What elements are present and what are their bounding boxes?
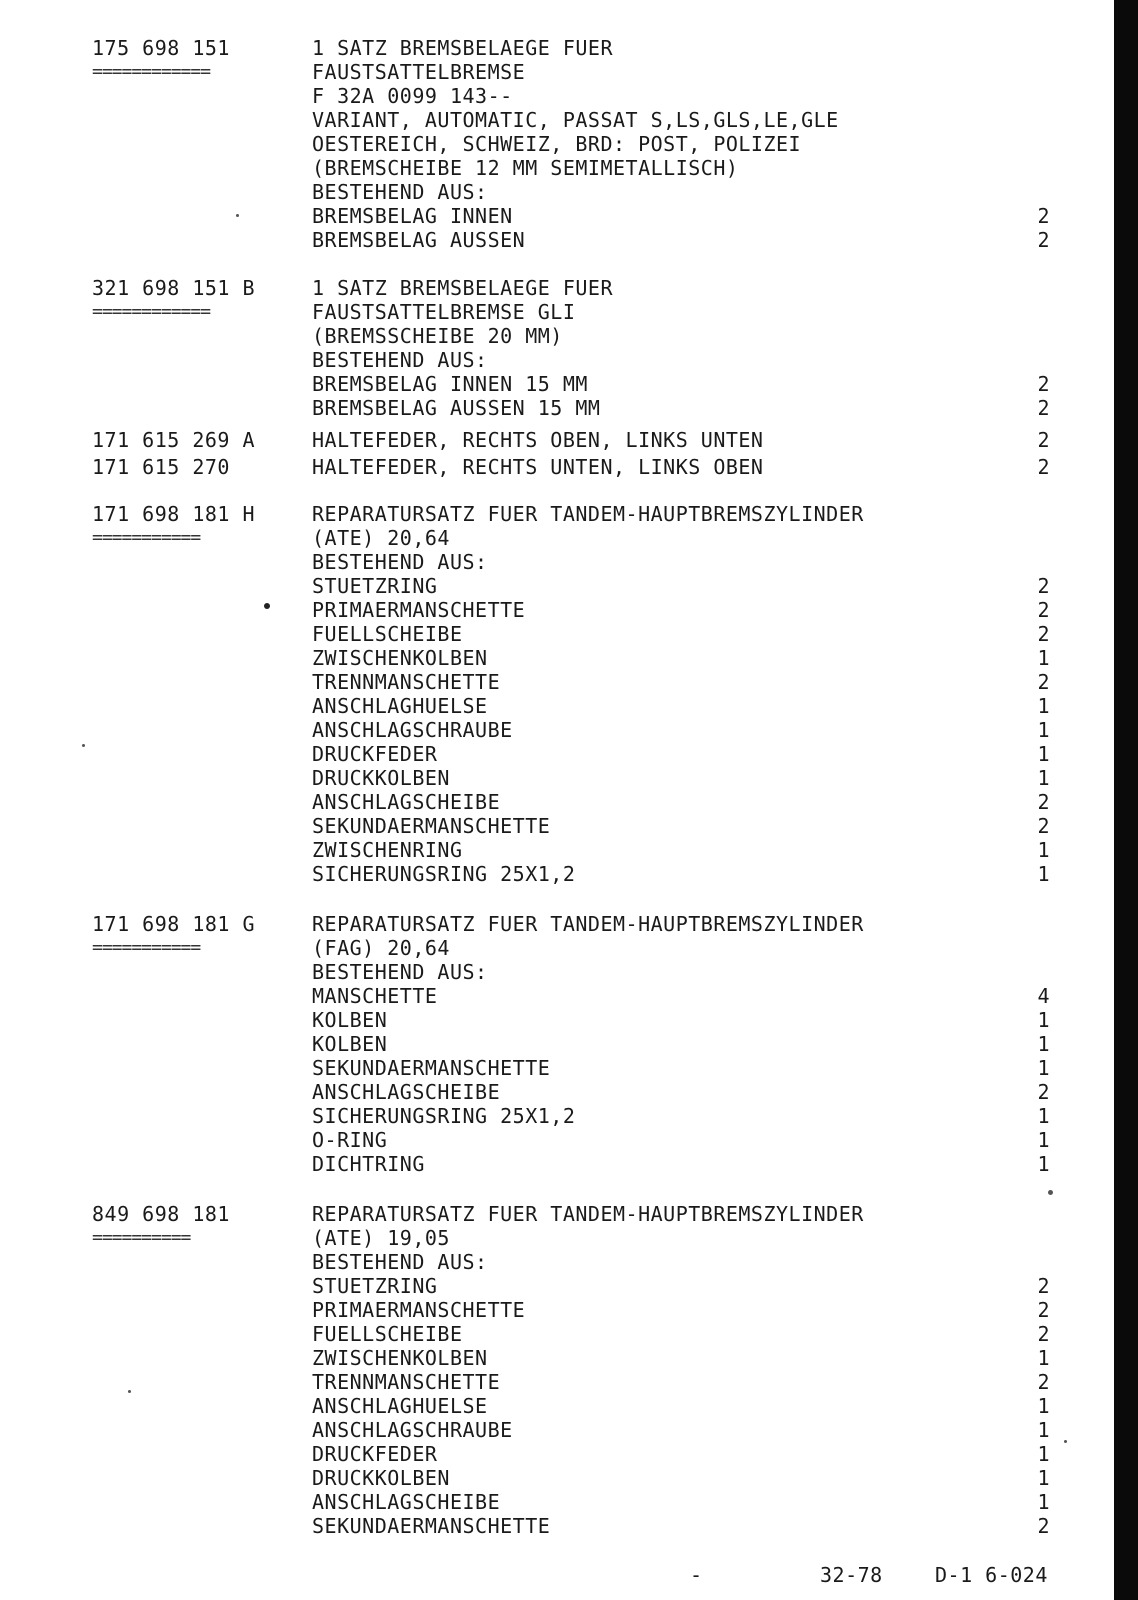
- part-header-line: [0, 455, 1110, 479]
- part-line: [0, 694, 1110, 718]
- part-quantity: 1: [1037, 718, 1050, 742]
- part-quantity: 1: [1037, 1104, 1050, 1128]
- part-line: [0, 1152, 1110, 1176]
- part-description: BREMSBELAG INNEN: [312, 204, 513, 228]
- part-line: [0, 1250, 1110, 1274]
- part-line: [0, 1104, 1110, 1128]
- part-description: ZWISCHENKOLBEN: [312, 1346, 488, 1370]
- scan-speck: [1048, 1190, 1053, 1195]
- part-number-underline: ===========: [92, 527, 201, 548]
- part-line: [0, 1346, 1110, 1370]
- part-quantity: 2: [1037, 428, 1050, 452]
- part-description: DRUCKKOLBEN: [312, 1466, 450, 1490]
- part-line: [0, 348, 1110, 372]
- part-quantity: 1: [1037, 1008, 1050, 1032]
- part-quantity: 1: [1037, 1418, 1050, 1442]
- part-line: [0, 646, 1110, 670]
- part-number: 171 698 181 G: [92, 912, 256, 936]
- part-description: VARIANT, AUTOMATIC, PASSAT S,LS,GLS,LE,GLE: [312, 108, 839, 132]
- scan-speck: [82, 744, 85, 747]
- part-description: ANSCHLAGSCHEIBE: [312, 1080, 501, 1104]
- part-quantity: 2: [1037, 1514, 1050, 1538]
- part-line: [0, 1514, 1110, 1538]
- part-quantity: 2: [1037, 1080, 1050, 1104]
- part-description: PRIMAERMANSCHETTE: [312, 1298, 526, 1322]
- part-line: [0, 960, 1110, 984]
- part-header-line: [0, 276, 1110, 300]
- document-code: D-1 6-024: [935, 1563, 1048, 1587]
- part-quantity: 1: [1037, 1056, 1050, 1080]
- page-footer: [0, 1563, 1110, 1591]
- part-description: ANSCHLAGSCHEIBE: [312, 790, 501, 814]
- scan-speck: [1064, 1440, 1067, 1443]
- part-description: BREMSBELAG AUSSEN: [312, 228, 526, 252]
- part-line: [0, 228, 1110, 252]
- part-header-line: [0, 912, 1110, 936]
- part-line: [0, 1490, 1110, 1514]
- part-line: [0, 790, 1110, 814]
- part-entry: [0, 276, 1110, 420]
- part-quantity: 2: [1037, 1298, 1050, 1322]
- part-quantity: 1: [1037, 646, 1050, 670]
- part-description: SEKUNDAERMANSCHETTE: [312, 1514, 551, 1538]
- part-description: STUETZRING: [312, 1274, 438, 1298]
- part-description: BESTEHEND AUS:: [312, 180, 488, 204]
- part-description: ZWISCHENRING: [312, 838, 463, 862]
- part-description: BESTEHEND AUS:: [312, 550, 488, 574]
- part-quantity: 4: [1037, 984, 1050, 1008]
- part-quantity: 1: [1037, 862, 1050, 886]
- part-description: DRUCKFEDER: [312, 1442, 438, 1466]
- part-quantity: 1: [1037, 1346, 1050, 1370]
- part-line: [0, 204, 1110, 228]
- part-number: 171 615 269 A: [92, 428, 256, 452]
- part-description: ZWISCHENKOLBEN: [312, 646, 488, 670]
- part-quantity: 2: [1037, 574, 1050, 598]
- scan-speck: [264, 603, 270, 609]
- part-description: DICHTRING: [312, 1152, 425, 1176]
- part-line: [0, 862, 1110, 886]
- part-line: [0, 396, 1110, 420]
- part-description: SEKUNDAERMANSCHETTE: [312, 1056, 551, 1080]
- part-description: STUETZRING: [312, 574, 438, 598]
- part-number: 849 698 181: [92, 1202, 230, 1226]
- part-line: [0, 300, 1110, 324]
- part-entry: [0, 36, 1110, 252]
- part-description: (ATE) 19,05: [312, 1226, 450, 1250]
- part-number-underline: ===========: [92, 937, 201, 958]
- part-description: (ATE) 20,64: [312, 526, 450, 550]
- part-line: [0, 670, 1110, 694]
- part-quantity: 2: [1037, 670, 1050, 694]
- part-entry: [0, 455, 1110, 479]
- part-quantity: 1: [1037, 1128, 1050, 1152]
- part-quantity: 1: [1037, 1466, 1050, 1490]
- part-description: ANSCHLAGSCHEIBE: [312, 1490, 501, 1514]
- part-quantity: 2: [1037, 790, 1050, 814]
- part-line: [0, 1128, 1110, 1152]
- part-quantity: 2: [1037, 1370, 1050, 1394]
- scan-edge: [1114, 0, 1138, 1600]
- part-header-line: [0, 428, 1110, 452]
- part-description: DRUCKFEDER: [312, 742, 438, 766]
- part-description: KOLBEN: [312, 1032, 388, 1056]
- part-line: [0, 108, 1110, 132]
- part-description: REPARATURSATZ FUER TANDEM-HAUPTBREMSZYLINDER: [312, 502, 864, 526]
- part-description: O-RING: [312, 1128, 388, 1152]
- part-description: 1 SATZ BREMSBELAEGE FUER: [312, 276, 613, 300]
- part-line: [0, 550, 1110, 574]
- part-description: PRIMAERMANSCHETTE: [312, 598, 526, 622]
- part-description: FAUSTSATTELBREMSE: [312, 60, 526, 84]
- part-description: (BREMSCHEIBE 12 MM SEMIMETALLISCH): [312, 156, 739, 180]
- part-line: [0, 984, 1110, 1008]
- part-quantity: 2: [1037, 204, 1050, 228]
- part-entry: [0, 428, 1110, 452]
- part-description: SICHERUNGSRING 25X1,2: [312, 1104, 576, 1128]
- part-entry: [0, 1202, 1110, 1538]
- part-quantity: 2: [1037, 814, 1050, 838]
- part-description: FUELLSCHEIBE: [312, 622, 463, 646]
- page-number: 32-78: [820, 1563, 883, 1587]
- part-quantity: 2: [1037, 1274, 1050, 1298]
- part-line: [0, 60, 1110, 84]
- part-line: [0, 574, 1110, 598]
- part-line: [0, 526, 1110, 550]
- part-description: FUELLSCHEIBE: [312, 1322, 463, 1346]
- footer-dash: -: [690, 1563, 703, 1587]
- part-line: [0, 180, 1110, 204]
- part-description: ANSCHLAGSCHRAUBE: [312, 718, 513, 742]
- part-number-underline: ============: [92, 301, 211, 322]
- part-description: BESTEHEND AUS:: [312, 1250, 488, 1274]
- part-line: [0, 324, 1110, 348]
- part-description: (FAG) 20,64: [312, 936, 450, 960]
- part-line: [0, 622, 1110, 646]
- part-quantity: 2: [1037, 396, 1050, 420]
- part-quantity: 2: [1037, 228, 1050, 252]
- part-description: HALTEFEDER, RECHTS OBEN, LINKS UNTEN: [312, 428, 764, 452]
- part-line: [0, 936, 1110, 960]
- part-line: [0, 1080, 1110, 1104]
- part-line: [0, 598, 1110, 622]
- part-line: [0, 1008, 1110, 1032]
- part-number: 175 698 151: [92, 36, 230, 60]
- part-description: F 32A 0099 143--: [312, 84, 513, 108]
- part-quantity: 2: [1037, 598, 1050, 622]
- part-description: ANSCHLAGSCHRAUBE: [312, 1418, 513, 1442]
- part-line: [0, 1322, 1110, 1346]
- part-description: MANSCHETTE: [312, 984, 438, 1008]
- part-header-line: [0, 36, 1110, 60]
- part-description: BESTEHEND AUS:: [312, 960, 488, 984]
- part-line: [0, 1226, 1110, 1250]
- part-description: ANSCHLAGHUELSE: [312, 694, 488, 718]
- part-description: FAUSTSATTELBREMSE GLI: [312, 300, 576, 324]
- part-quantity: 2: [1037, 455, 1050, 479]
- part-line: [0, 718, 1110, 742]
- part-line: [0, 1370, 1110, 1394]
- part-entry: [0, 912, 1110, 1176]
- part-line: [0, 814, 1110, 838]
- part-header-line: [0, 1202, 1110, 1226]
- part-description: BESTEHEND AUS:: [312, 348, 488, 372]
- part-quantity: 1: [1037, 694, 1050, 718]
- part-description: DRUCKKOLBEN: [312, 766, 450, 790]
- scan-speck: [236, 214, 239, 217]
- part-description: SICHERUNGSRING 25X1,2: [312, 862, 576, 886]
- part-quantity: 1: [1037, 1442, 1050, 1466]
- scan-speck: [128, 1390, 131, 1393]
- part-description: SEKUNDAERMANSCHETTE: [312, 814, 551, 838]
- part-description: (BREMSSCHEIBE 20 MM): [312, 324, 563, 348]
- part-quantity: 1: [1037, 766, 1050, 790]
- part-quantity: 2: [1037, 622, 1050, 646]
- part-quantity: 1: [1037, 838, 1050, 862]
- part-description: ANSCHLAGHUELSE: [312, 1394, 488, 1418]
- part-line: [0, 1298, 1110, 1322]
- part-line: [0, 156, 1110, 180]
- part-description: OESTEREICH, SCHWEIZ, BRD: POST, POLIZEI: [312, 132, 802, 156]
- part-line: [0, 838, 1110, 862]
- part-description: 1 SATZ BREMSBELAEGE FUER: [312, 36, 613, 60]
- part-description: TRENNMANSCHETTE: [312, 1370, 501, 1394]
- part-line: [0, 1466, 1110, 1490]
- part-line: [0, 1032, 1110, 1056]
- part-line: [0, 132, 1110, 156]
- part-number: 321 698 151 B: [92, 276, 256, 300]
- part-quantity: 1: [1037, 1032, 1050, 1056]
- part-number: 171 615 270: [92, 455, 230, 479]
- part-description: REPARATURSATZ FUER TANDEM-HAUPTBREMSZYLINDER: [312, 1202, 864, 1226]
- part-entry: [0, 502, 1110, 886]
- part-quantity: 2: [1037, 372, 1050, 396]
- part-line: [0, 742, 1110, 766]
- part-description: TRENNMANSCHETTE: [312, 670, 501, 694]
- part-quantity: 1: [1037, 742, 1050, 766]
- part-description: REPARATURSATZ FUER TANDEM-HAUPTBREMSZYLINDER: [312, 912, 864, 936]
- part-line: [0, 372, 1110, 396]
- part-quantity: 1: [1037, 1394, 1050, 1418]
- part-quantity: 2: [1037, 1322, 1050, 1346]
- part-description: HALTEFEDER, RECHTS UNTEN, LINKS OBEN: [312, 455, 764, 479]
- part-description: BREMSBELAG AUSSEN 15 MM: [312, 396, 601, 420]
- part-quantity: 1: [1037, 1490, 1050, 1514]
- part-number-underline: ==========: [92, 1227, 191, 1248]
- part-description: BREMSBELAG INNEN 15 MM: [312, 372, 588, 396]
- part-line: [0, 84, 1110, 108]
- part-line: [0, 766, 1110, 790]
- part-line: [0, 1274, 1110, 1298]
- part-line: [0, 1418, 1110, 1442]
- part-line: [0, 1394, 1110, 1418]
- part-header-line: [0, 502, 1110, 526]
- part-quantity: 1: [1037, 1152, 1050, 1176]
- part-description: KOLBEN: [312, 1008, 388, 1032]
- part-line: [0, 1056, 1110, 1080]
- part-line: [0, 1442, 1110, 1466]
- part-number: 171 698 181 H: [92, 502, 256, 526]
- part-number-underline: ============: [92, 61, 211, 82]
